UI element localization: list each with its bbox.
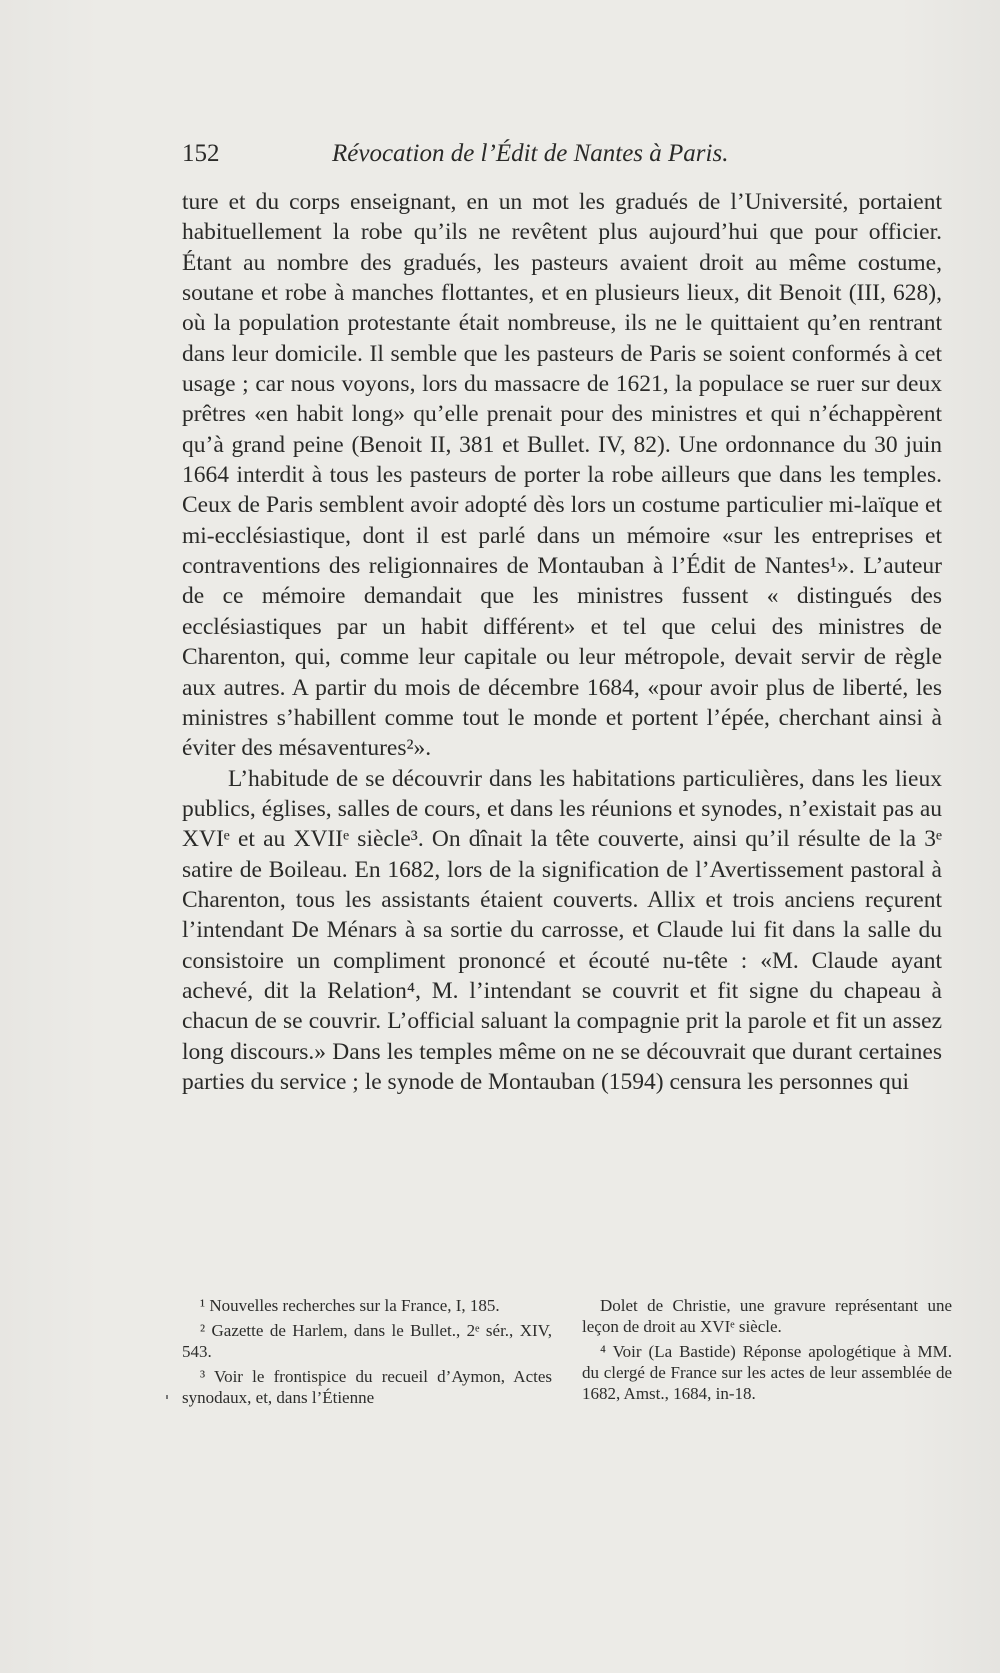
main-text xyxy=(182,187,942,1097)
footnote-3: ³ Voir le frontispice du recueil d’Aymon, Actes synodaux, et, dans l’Étienne xyxy=(182,1367,552,1407)
footnotes-left-column xyxy=(182,1295,552,1412)
paragraph-costume: ture et du corps enseignant, en un mot les gradués de l’Université, portaient habituellement la robe qu’ils ne revêtent plus aujourd’hui que pour officier. Étant au nombre des gradués, les pasteurs avaient droit au même costume, soutane et robe à manches flottantes, et en plusieurs lieux, dit Benoit (III, 628), où la population protestante était nombreuse, ils ne le quittaient qu’en rentrant dans leur domicile. Il semble que les pasteurs de Paris se soient conformés à cet usage ; car nous voyons, lors du massacre de 1621, la populace se ruer sur deux prêtres «en habit long» qu’elle prenait pour des ministres et qui n’échappèrent qu’à grand peine (Benoit II, 381 et Bullet. IV, 82). Une ordonnance du 30 juin 1664 interdit à tous les pasteurs de porter la robe ailleurs que dans les temples. Ceux de Paris semblent avoir adopté dès lors un costume particulier mi-laïque et mi-ecclésiastique, dont il est parlé dans un mémoire «sur les entreprises et contraventions des religionnaires de Montauban à l’Édit de Nantes¹». L’auteur de ce mémoire demandait que les ministres fussent « distingués des ecclésiastiques par un habit différent» et tel que celui des ministres de Charenton, qui, comme leur capitale ou leur métropole, devait servir de règle aux autres. A partir du mois de décembre 1684, «pour avoir plus de liberté, les ministres s’habillent comme tout le monde et portent l’épée, cherchant ainsi à éviter des mésaventures²». xyxy=(182,189,942,762)
paragraph-head-covering: L’habitude de se découvrir dans les habitations particulières, dans les lieux publics, églises, salles de cours, et dans les réunions et synodes, n’existait pas au XVIᵉ et au XVIIᵉ siècle³. On dînait la tête couverte, ainsi qu’il résulte de la 3ᵉ satire de Boileau. En 1682, lors de la signification de l’Avertissement pastoral à Charenton, tous les assistants étaient couverts. Allix et trois anciens reçurent l’intendant De Ménars à sa sortie du carrosse, et Claude lui fit dans la salle du consistoire un compliment prononcé et écouté nu-tête : «M. Claude ayant achevé, dit la Relation⁴, M. l’intendant se couvrit et fit signe du chapeau à chacun de se couvrir. L’official saluant la compagnie prit la parole et fit un assez long discours.» Dans les temples même on ne se découvrait que durant certaines parties du service ; le synode de Montauban (1594) censura les personnes qui xyxy=(182,765,942,1095)
footnote-3-continued: Dolet de Christie, une gravure représentant une leçon de droit au XVIᵉ siècle. xyxy=(582,1296,952,1336)
footnotes-right-column xyxy=(582,1295,952,1408)
page-number: 152 xyxy=(182,140,220,167)
footnote-4: ⁴ Voir (La Bastide) Réponse apologétique à MM. du clergé de France sur les actes de leur assemblée de 1682, Amst., 1684, in-18. xyxy=(582,1342,952,1403)
running-title: Révocation de l’Édit de Nantes à Paris. xyxy=(332,140,729,167)
footnote-2: ² Gazette de Harlem, dans le Bullet., 2ᵉ sér., XIV, 543. xyxy=(182,1321,552,1361)
footnote-1: ¹ Nouvelles recherches sur la France, I, 185. xyxy=(200,1296,500,1315)
page-header xyxy=(182,140,792,176)
margin-tick-mark xyxy=(166,1395,168,1399)
